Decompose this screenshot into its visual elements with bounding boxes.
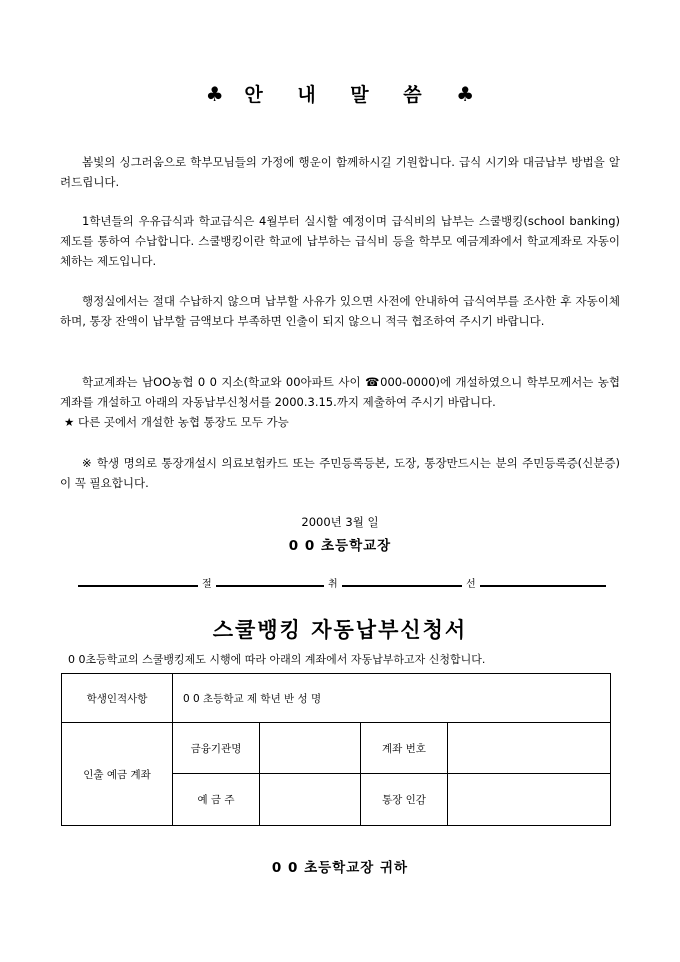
form-title: 스쿨뱅킹 자동납부신청서 — [212, 617, 468, 642]
form-addressee: 0 0 초등학교장 귀하 — [271, 860, 409, 876]
application-form-table — [61, 673, 611, 826]
notice-date: 2000년 3월 일 — [301, 515, 379, 529]
paragraph-greeting: 봄빛의 싱그러움으로 학부모님들의 가정에 행운이 함께하시길 기원합니다. 급식 시기와 대금납부 방법을 알려드립니다. — [60, 155, 620, 189]
cut-line-char: 취 — [328, 579, 338, 590]
cut-line-char: 선 — [466, 579, 476, 590]
cut-line-segment — [342, 585, 462, 587]
cut-line-segment — [480, 585, 606, 587]
principal-signature: 0 0 초등학교장 — [288, 538, 392, 554]
bank-name-field[interactable] — [260, 723, 361, 774]
cut-line — [78, 577, 606, 593]
holder-label: 예 금 주 — [173, 774, 260, 826]
table-row — [62, 674, 611, 723]
cut-line-segment — [216, 585, 324, 587]
remark-note: ※ 학생 명의로 통장개설시 의료보험카드 또는 주민등록등본, 도장, 통장만드시는 분의 주민등록증(신분증)이 꼭 필요합니다. — [60, 456, 620, 490]
paragraph-school-banking: 1학년들의 우유급식과 학교급식은 4월부터 실시할 예정이며 급식비의 납부는 스쿨뱅킹(school banking)제도를 통하여 수납합니다. 스쿨뱅킹이란 학교에 납부하는 급식비 등을 학부모 예금계좌에서 학교계좌로 자동이체하는 제도입니다. — [60, 214, 620, 268]
cut-line-char: 절 — [202, 579, 212, 590]
account-number-field[interactable] — [448, 723, 611, 774]
account-number-label: 계좌 번호 — [361, 723, 448, 774]
club-icon: ♣ — [456, 82, 475, 106]
club-icon: ♣ — [205, 82, 224, 106]
account-label: 인출 예금 계좌 — [62, 723, 173, 826]
student-info-value[interactable]: 0 0 초등학교 제 학년 반 성 명 — [173, 674, 611, 723]
holder-field[interactable] — [260, 774, 361, 826]
form-description: 0 0초등학교의 스쿨뱅킹제도 시행에 따라 아래의 계좌에서 자동납부하고자 신청합니다. — [68, 653, 486, 666]
paragraph-admin-office: 행정실에서는 절대 수납하지 않으며 납부할 사유가 있으면 사전에 안내하여 급식여부를 조사한 후 자동이체 하며, 통장 잔액이 납부할 금액보다 부족하면 인출이 되지 않으니 적극 협조하여 주시기 바랍니다. — [60, 294, 620, 328]
student-info-label: 학생인적사항 — [62, 674, 173, 723]
star-note: ★ 다른 곳에서 개설한 농협 통장도 모두 가능 — [64, 415, 289, 429]
seal-label: 통장 인감 — [361, 774, 448, 826]
bank-name-label: 금융기관명 — [173, 723, 260, 774]
seal-field[interactable] — [448, 774, 611, 826]
paragraph-school-account: 학교계좌는 남OO농협 0 0 지소(학교와 00아파트 사이 ☎000-0000)에 개설하였으니 학부모께서는 농협계좌를 개설하고 아래의 자동납부신청서를 2000.3.15.까지 제출하여 주시기 바랍니다. — [60, 375, 620, 409]
notice-title-text: 안 내 말 씀 — [244, 84, 436, 106]
table-row — [62, 723, 611, 774]
notice-title — [0, 80, 680, 107]
cut-line-segment — [78, 585, 198, 587]
